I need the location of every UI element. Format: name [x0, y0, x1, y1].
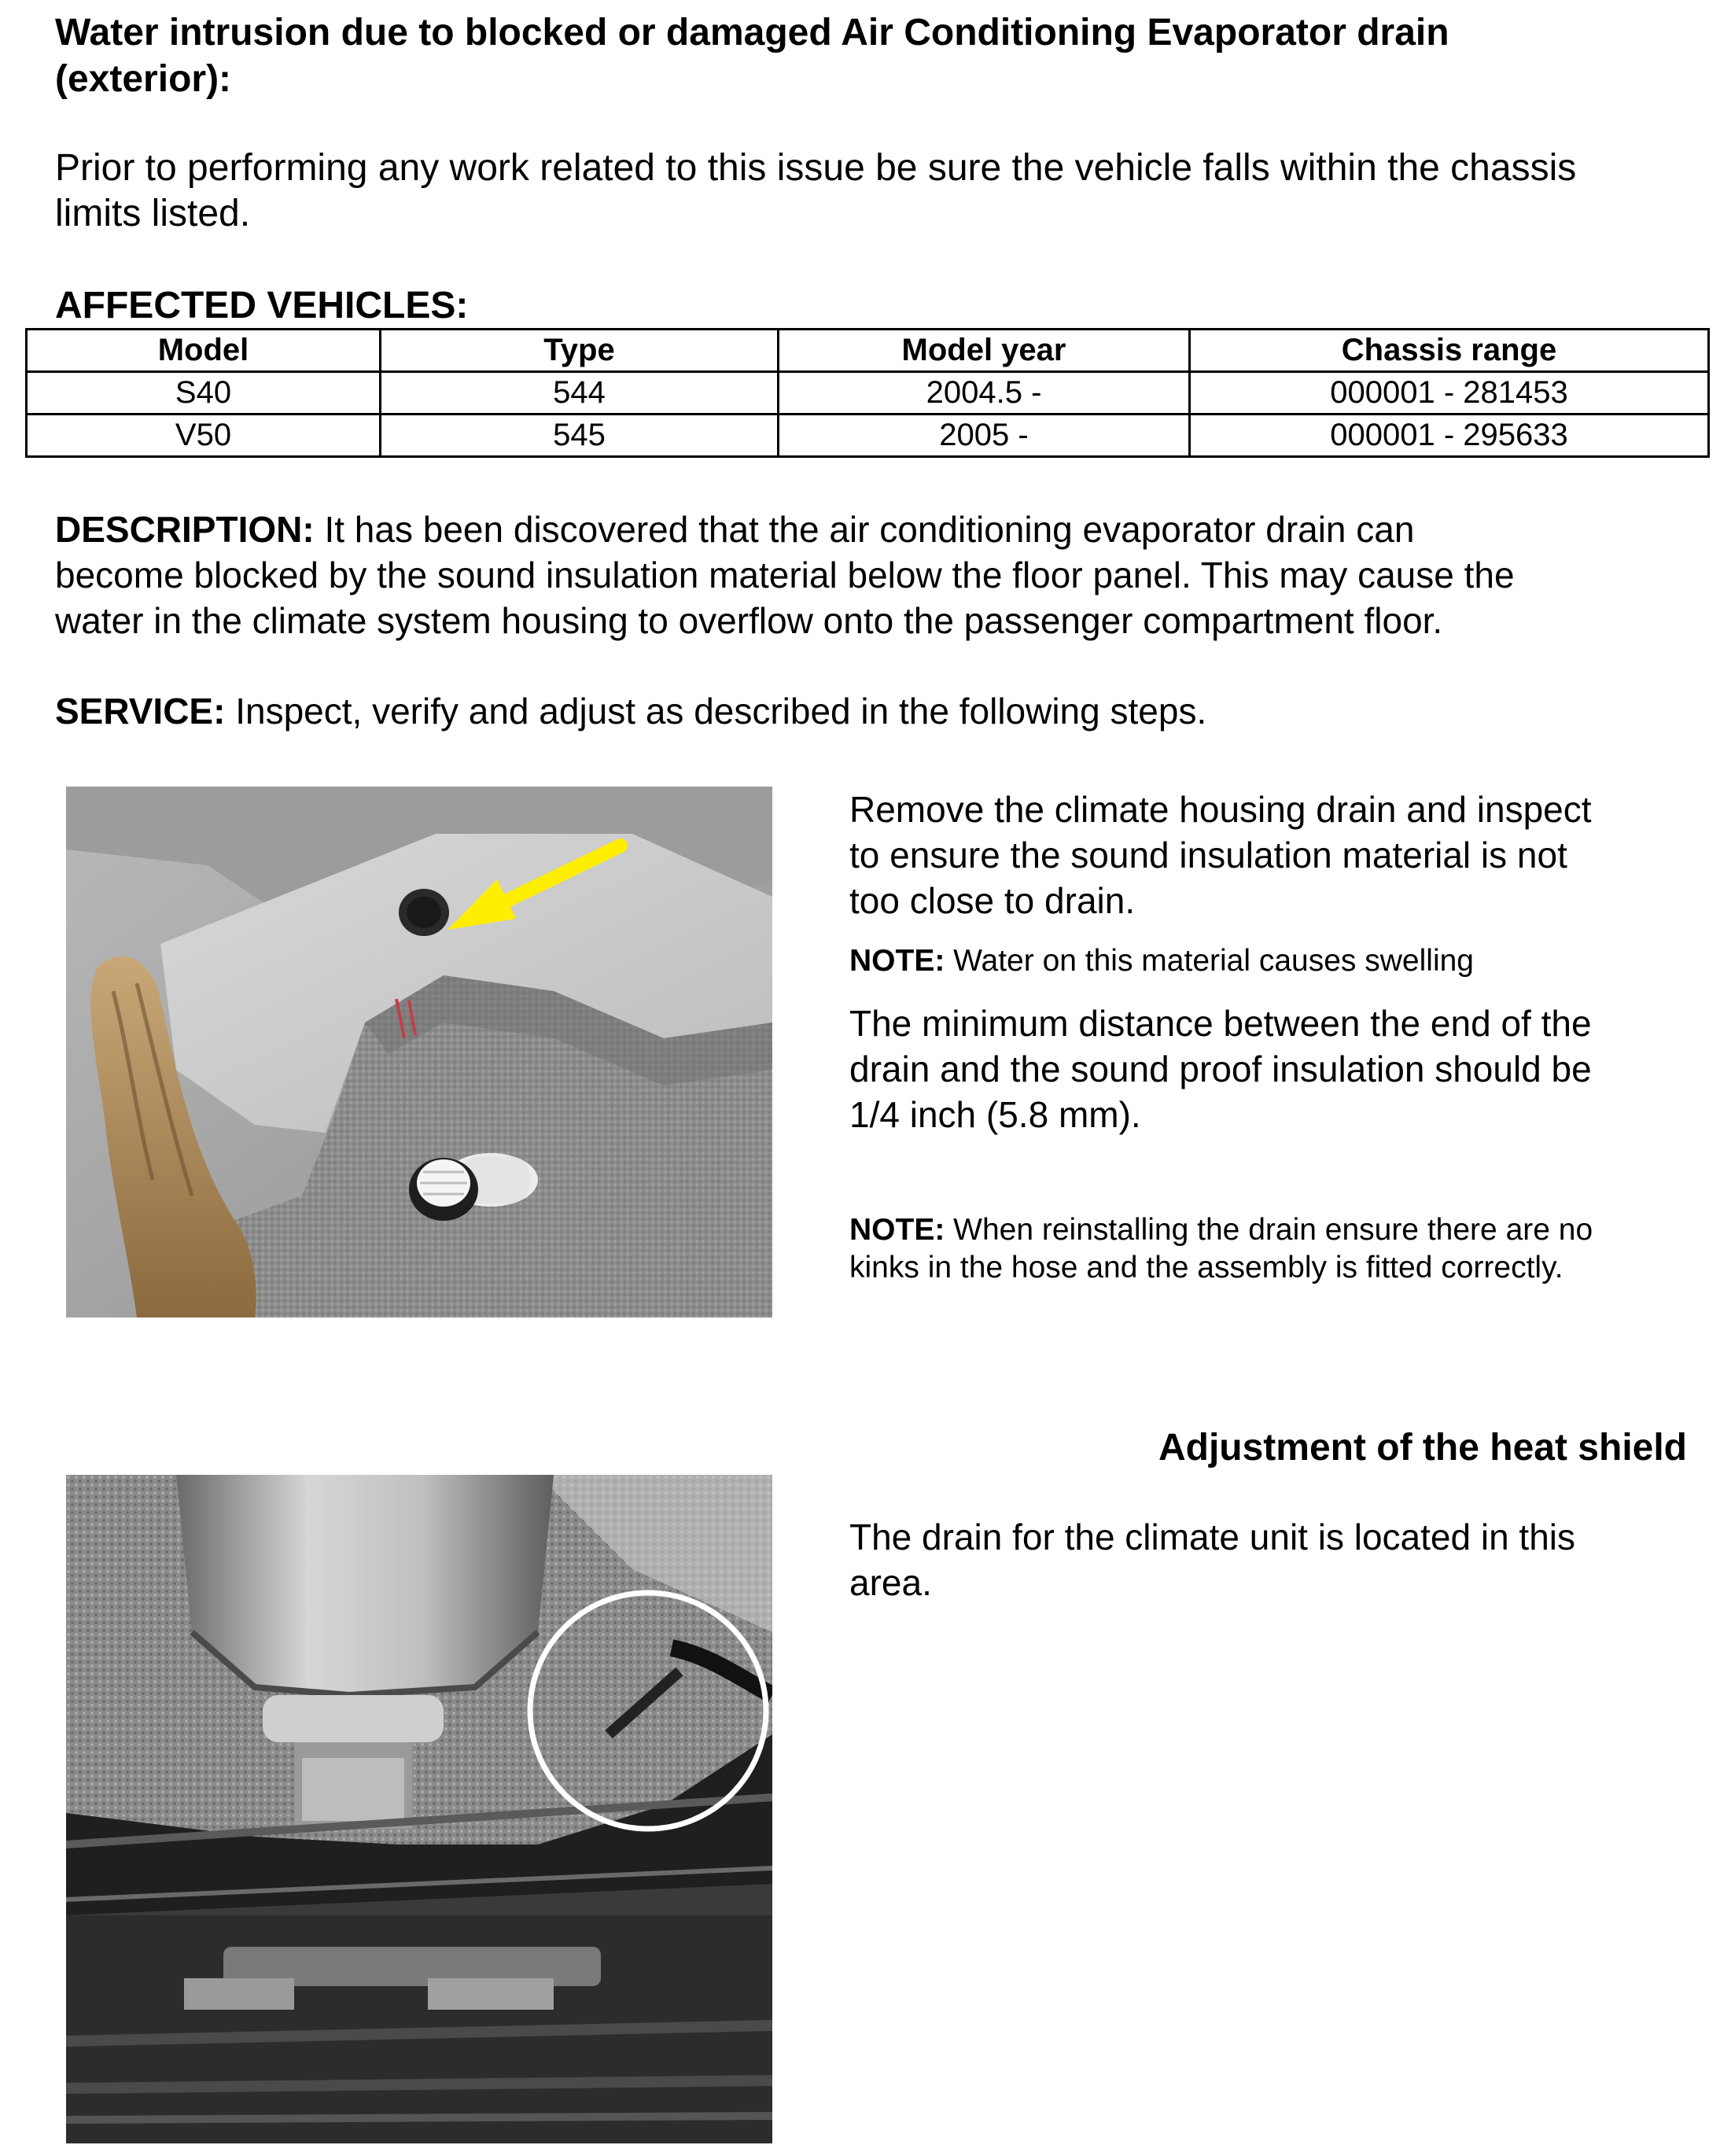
- affected-vehicles-table: [25, 328, 1710, 458]
- note-text: Water on this material causes swelling: [945, 944, 1474, 978]
- description-line-2: become blocked by the sound insulation material below the floor panel. This may cause the: [55, 555, 1515, 595]
- heat-shield-heading: Adjustment of the heat shield: [1158, 1427, 1687, 1469]
- cell-model: V50: [27, 415, 381, 457]
- heat-shield-photo: [66, 1475, 772, 2143]
- table-row: [27, 372, 1709, 415]
- note-text: When reinstalling the drain ensure there are no: [945, 1213, 1593, 1247]
- service-label: SERVICE:: [55, 691, 226, 732]
- reinstall-note-line-2: kinks in the hose and the assembly is fitted correctly.: [849, 1251, 1563, 1284]
- description-line-1: [55, 507, 1691, 552]
- swelling-note: [849, 942, 1699, 980]
- note-label: NOTE:: [849, 944, 945, 978]
- column-header-model: Model: [27, 330, 381, 372]
- description-paragraph: [55, 507, 1691, 643]
- drain-location-line-2: area.: [849, 1562, 932, 1603]
- inspect-instructions: [849, 787, 1699, 923]
- cell-chassis-range: 000001 - 295633: [1190, 415, 1709, 457]
- column-header-type: Type: [381, 330, 779, 372]
- intro-paragraph: [55, 146, 1675, 237]
- cell-model-year: 2004.5 -: [779, 372, 1190, 415]
- cell-type: 544: [381, 372, 779, 415]
- table-header-row: [27, 330, 1709, 372]
- drain-location-text: [849, 1514, 1699, 1605]
- heat-shield-photo-illustration: [66, 1475, 772, 2143]
- service-text: Inspect, verify and adjust as described in the following steps.: [225, 691, 1207, 732]
- inspect-line-2: to ensure the sound insulation material is not: [849, 835, 1567, 875]
- description-text-1: It has been discovered that the air conditioning evaporator drain can: [314, 509, 1415, 550]
- drain-photo-illustration: [66, 787, 772, 1318]
- drain-location-line-1: The drain for the climate unit is located in this: [849, 1517, 1576, 1557]
- inspect-line-3: too close to drain.: [849, 880, 1136, 921]
- service-paragraph: [55, 688, 1691, 734]
- description-label: DESCRIPTION:: [55, 509, 315, 550]
- distance-line-1: The minimum distance between the end of the: [849, 1003, 1592, 1044]
- inspect-line-1: Remove the climate housing drain and inspect: [849, 789, 1592, 830]
- reinstall-note: [849, 1211, 1699, 1287]
- reinstall-note-line-1: [849, 1211, 1699, 1249]
- title-line-1: Water intrusion due to blocked or damaged Air Conditioning Evaporator drain: [55, 12, 1449, 53]
- intro-line-2: limits listed.: [55, 193, 251, 234]
- note-label: NOTE:: [849, 1213, 945, 1247]
- cell-model: S40: [27, 372, 381, 415]
- description-line-3: water in the climate system housing to overflow onto the passenger compartment floor.: [55, 600, 1443, 641]
- column-header-chassis-range: Chassis range: [1190, 330, 1709, 372]
- distance-line-2: drain and the sound proof insulation should be: [849, 1049, 1592, 1089]
- distance-line-3: 1/4 inch (5.8 mm).: [849, 1094, 1141, 1135]
- cell-chassis-range: 000001 - 281453: [1190, 372, 1709, 415]
- cell-model-year: 2005 -: [779, 415, 1190, 457]
- title-line-2: (exterior):: [55, 58, 232, 100]
- distance-instructions: [849, 1001, 1699, 1137]
- cell-type: 545: [381, 415, 779, 457]
- table-row: [27, 415, 1709, 457]
- column-header-model-year: Model year: [779, 330, 1190, 372]
- affected-vehicles-heading: AFFECTED VEHICLES:: [55, 285, 469, 326]
- intro-line-1: Prior to performing any work related to this issue be sure the vehicle falls within the chassis: [55, 147, 1577, 189]
- drain-photo: [66, 787, 772, 1318]
- document-title: [55, 9, 1628, 102]
